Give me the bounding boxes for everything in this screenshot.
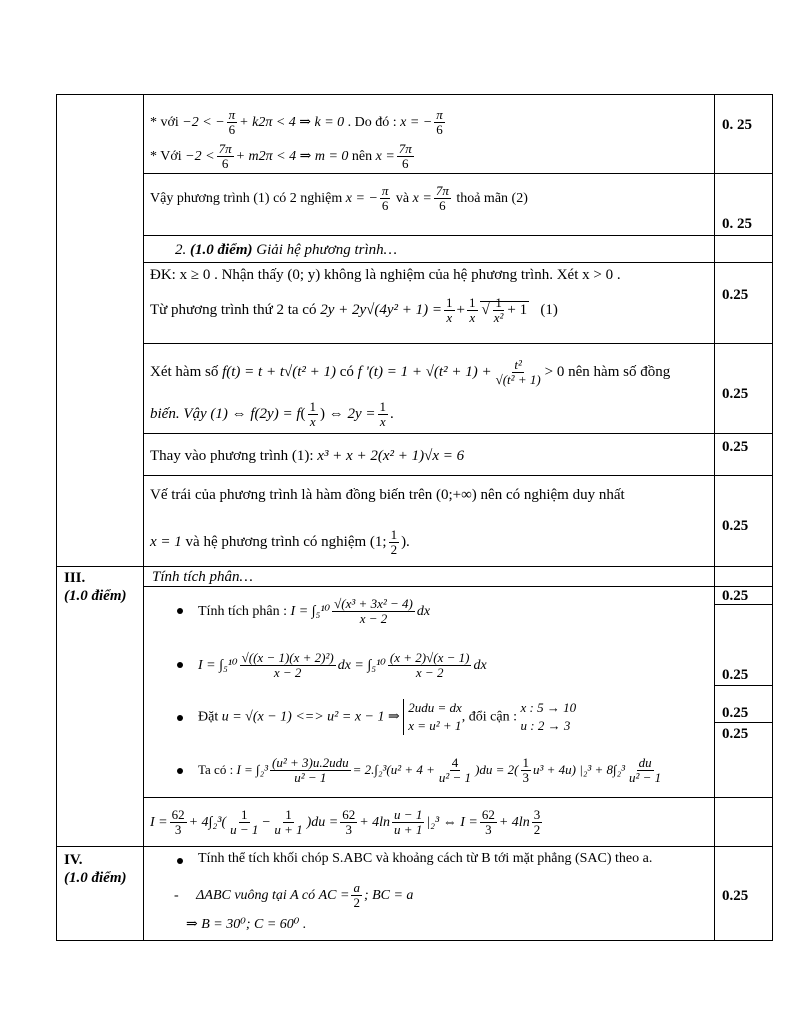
sec4-line2: [174, 881, 413, 911]
row-line: [56, 94, 773, 95]
den: 6: [221, 156, 229, 172]
section-3-label: III.: [64, 570, 86, 586]
math: x =: [375, 149, 395, 165]
num: π: [436, 107, 443, 122]
row5-line2: biến. Vậy (1) ⇔ f(2y) = f( $\frac{1}{x}$ ) ⇔ 2y = $\frac{1}{x}$ .: [150, 399, 394, 430]
row5-line1: [150, 358, 670, 388]
math: f(t) = t + t√(t² + 1): [222, 364, 336, 381]
row7-line1: Vế trái của phương trình là hàm đồng biến trên (0;+∞) nên có nghiệm duy nhất: [150, 487, 625, 503]
math: x = 1: [150, 534, 182, 551]
den: √(t² + 1): [495, 372, 541, 388]
num: 1: [469, 295, 476, 310]
num: a: [353, 880, 360, 895]
num: 1: [390, 527, 398, 542]
num: π: [381, 183, 389, 198]
math: f '(t) = 1 + √(t² + 1) +: [357, 364, 492, 381]
math: I =: [150, 815, 168, 831]
score-line: [714, 604, 773, 605]
sec3-bullet2: [198, 651, 487, 681]
text: thoả mãn (2): [456, 191, 528, 207]
math: x³ + x + 2(x² + 1)√x = 6: [317, 448, 465, 464]
den: x − 2: [415, 665, 444, 681]
den: 6: [436, 122, 443, 138]
num: 1: [285, 807, 292, 822]
num: (x + 2)√(x − 1): [389, 650, 470, 665]
row-line: [143, 475, 773, 476]
num: 7π: [218, 141, 232, 156]
fraction: [437, 756, 473, 786]
bound: u : 2 → 3: [520, 718, 571, 734]
den: 2: [353, 895, 360, 911]
den: 3: [485, 822, 492, 838]
math: > 0: [544, 364, 565, 381]
math: |₂³ ⇔ I =: [426, 815, 478, 831]
math: ⇔ 2y =: [328, 406, 376, 423]
math: +: [456, 302, 465, 319]
sec4-bullet1: Tính thể tích khối chóp S.ABC và khoảng cách từ B tới mặt phẳng (SAC) theo a.: [198, 851, 653, 866]
math: + 4∫₂³(: [188, 815, 227, 831]
num: du: [638, 755, 652, 770]
text: * Với: [150, 149, 182, 165]
fraction: [170, 808, 187, 838]
den: x: [469, 310, 476, 326]
text: , đổi cận :: [461, 709, 517, 725]
den: x: [446, 310, 453, 326]
col-line-2: [143, 94, 144, 941]
section-4-points: (1.0 điểm): [64, 870, 127, 886]
text: có: [339, 364, 354, 381]
text: và hệ phương trình có nghiệm: [185, 534, 367, 551]
sec4-line3: ⇒ B = 30⁰; C = 60⁰ .: [186, 917, 307, 932]
math: AC =: [318, 888, 350, 904]
text: * với: [150, 115, 179, 131]
bullet-icon: [177, 858, 183, 864]
col-line-3: [714, 94, 715, 941]
math: x = −: [345, 191, 378, 207]
fraction: [388, 651, 472, 681]
den: 6: [439, 198, 446, 214]
math: = 2.∫₂³(u² + 4 +: [352, 761, 435, 777]
text: nên: [351, 149, 373, 165]
math: I = ∫₅¹⁰: [290, 604, 331, 620]
den: u − 1: [230, 822, 259, 838]
math: −: [262, 815, 271, 831]
math: biến. Vậy (1) ⇔ f(2y) = f: [150, 406, 301, 423]
fraction: [392, 808, 424, 838]
score-line: [714, 722, 773, 723]
col-line-right: [772, 94, 773, 941]
num: 1: [522, 755, 529, 770]
title: Giải hệ phương trình…: [256, 242, 398, 258]
den: 6: [228, 122, 236, 138]
den: 2: [390, 542, 398, 558]
den: 2: [533, 822, 541, 838]
math: + 4ln: [498, 815, 530, 831]
text: và: [395, 191, 410, 207]
score: 0.25: [722, 287, 749, 303]
den: u + 1: [394, 822, 423, 838]
row-line: [143, 433, 773, 434]
math: + 1: [507, 302, 528, 319]
fraction: [627, 756, 663, 786]
col-line-left: [56, 94, 57, 941]
text: Từ phương trình thứ 2 ta có: [150, 302, 317, 319]
score: 0. 25: [722, 216, 752, 232]
section-3-title: Tính tích phân…: [152, 569, 253, 585]
score: 0.25: [722, 667, 749, 683]
fraction: [521, 756, 532, 786]
score: 0.25: [722, 518, 749, 534]
score: 0.25: [722, 705, 749, 721]
den: 6: [381, 198, 389, 214]
fraction: [351, 881, 362, 911]
num: 1: [495, 295, 502, 310]
fraction: [434, 108, 445, 138]
math: x = −: [400, 115, 433, 131]
text: Đặt: [198, 709, 219, 725]
score-line: [714, 685, 773, 686]
fraction: [532, 808, 543, 838]
math: dx = ∫₅¹⁰: [337, 658, 386, 674]
row4-line1: ĐK: x ≥ 0 . Nhận thấy (0; y) không là nghiệm của hệ phương trình. Xét x > 0 .: [150, 267, 621, 283]
row-line: [143, 586, 773, 587]
num: 62: [342, 807, 356, 822]
den: x − 2: [273, 665, 302, 681]
math: u³ + 4u) |₂³ + 8∫₂³: [533, 761, 625, 777]
row-line: [56, 566, 773, 567]
points: (1.0 điểm): [190, 242, 253, 258]
math: + k2π < 4 ⇒ k = 0: [239, 115, 345, 131]
math: I = ∫₅¹⁰: [198, 658, 238, 674]
row-line: [143, 262, 773, 263]
num: 4: [451, 755, 459, 770]
num: 1: [446, 295, 453, 310]
sec3-bullet4: [198, 756, 665, 786]
num: π: [228, 107, 236, 122]
num: 7π: [398, 141, 412, 156]
num: 62: [481, 807, 495, 822]
row-line: [143, 173, 773, 174]
text: Thay vào phương trình (1):: [150, 448, 314, 464]
fraction: [434, 184, 451, 214]
fraction: [217, 142, 234, 172]
eq: 2udu = dx: [408, 700, 462, 715]
math: )du = 2(: [475, 761, 519, 777]
math: + 4ln: [359, 815, 391, 831]
row1-line1: [150, 108, 447, 138]
score: 0.25: [722, 888, 749, 904]
fraction: [494, 358, 543, 388]
text: . Do đó :: [347, 115, 397, 131]
den: 3: [174, 822, 182, 838]
section-4-label: IV.: [64, 852, 83, 868]
text: ΔABC vuông tại A có: [196, 888, 316, 904]
row-line: [143, 797, 773, 798]
row1-line2: [150, 142, 416, 172]
fraction: [378, 400, 389, 430]
fraction: [270, 756, 351, 786]
row-line: [143, 343, 773, 344]
num: √(x³ + 3x² − 4): [334, 596, 413, 611]
den: 3: [522, 770, 529, 786]
bound: x : 5 → 10: [520, 700, 577, 715]
fraction: [228, 808, 260, 838]
bullet-icon: [177, 715, 183, 721]
fraction: [444, 296, 455, 326]
text: Vậy phương trình (1) có 2 nghiệm: [150, 191, 343, 207]
bullet-icon: [177, 608, 183, 614]
den: x²: [493, 310, 504, 326]
num: 7π: [435, 183, 449, 198]
den: u² − 1: [629, 770, 662, 786]
row-line: [56, 846, 773, 847]
num: 1: [241, 807, 248, 822]
bullet-icon: [177, 662, 183, 668]
dash: -: [174, 888, 179, 904]
fraction: [240, 651, 336, 681]
bullet-icon: [177, 768, 183, 774]
fraction: [332, 597, 415, 627]
text: Xét hàm số: [150, 364, 219, 381]
section-2-heading: [175, 243, 397, 258]
math: −2 < −: [182, 115, 225, 131]
math: + m2π < 4 ⇒ m = 0: [235, 149, 349, 165]
math: dx: [473, 658, 487, 674]
num: √((x − 1)(x + 2)²): [241, 650, 334, 665]
math: u = √(x − 1) <=> u² = x − 1 ⇒: [221, 709, 400, 725]
row2-line: [150, 184, 528, 214]
num: 1: [309, 399, 316, 414]
math: x =: [412, 191, 432, 207]
math: I = ∫₂³: [236, 761, 269, 777]
fraction: [467, 296, 478, 326]
num: u − 1: [394, 807, 423, 822]
fraction: [492, 296, 506, 326]
sec3-bullet3: [198, 699, 576, 735]
sec3-result: [150, 808, 544, 838]
den: u + 1: [274, 822, 303, 838]
fraction: [272, 808, 304, 838]
score: 0.25: [722, 726, 749, 742]
fraction: [227, 108, 238, 138]
den: x: [309, 414, 316, 430]
row6-line: [150, 449, 464, 464]
label: (1): [540, 302, 558, 319]
text: nên hàm số đồng: [568, 364, 671, 381]
math: )du =: [306, 815, 339, 831]
fraction: [397, 142, 414, 172]
den: x − 2: [359, 611, 388, 627]
fraction: [389, 528, 400, 558]
score: 0.25: [722, 588, 749, 604]
eq: x = u² + 1: [408, 718, 462, 734]
row-line: [143, 235, 773, 236]
den: 6: [402, 156, 409, 172]
system: [403, 699, 462, 735]
den: u² − 1: [438, 770, 472, 786]
text: Tính tích phân :: [198, 604, 288, 620]
den: u² − 1: [294, 770, 327, 786]
text: Ta có :: [198, 761, 234, 777]
math: dx: [416, 604, 431, 620]
score: 0.25: [722, 439, 749, 455]
fraction: [380, 184, 391, 214]
num: 62: [171, 807, 185, 822]
fraction: [480, 808, 497, 838]
num: (u² + 3)u.2udu: [272, 755, 349, 770]
sqrt: √ $\frac{1}{\text{x²}}$ + 1: [481, 295, 528, 326]
fraction: [340, 808, 357, 838]
den: x: [379, 414, 386, 430]
num: 3: [533, 807, 541, 822]
num: t²: [514, 357, 522, 372]
den: 3: [345, 822, 352, 838]
bounds: [520, 699, 576, 735]
score: 0. 25: [722, 117, 752, 133]
row7-line2: x = 1 và hệ phương trình có nghiệm (1; $\frac{1}{2}$ ).: [150, 527, 410, 558]
num: 2.: [175, 242, 187, 258]
math: −2 <: [185, 149, 215, 165]
math: 2y + 2y√(4y² + 1) =: [320, 302, 443, 319]
section-3-points: (1.0 điểm): [64, 588, 127, 604]
row4-line2: [150, 296, 558, 326]
math: 1;: [374, 534, 387, 551]
row-line: [56, 940, 773, 941]
score: 0.25: [722, 386, 749, 402]
fraction: [308, 400, 319, 430]
math: ; BC = a: [363, 888, 414, 904]
sec3-bullet1: [198, 597, 430, 627]
num: 1: [379, 399, 387, 414]
